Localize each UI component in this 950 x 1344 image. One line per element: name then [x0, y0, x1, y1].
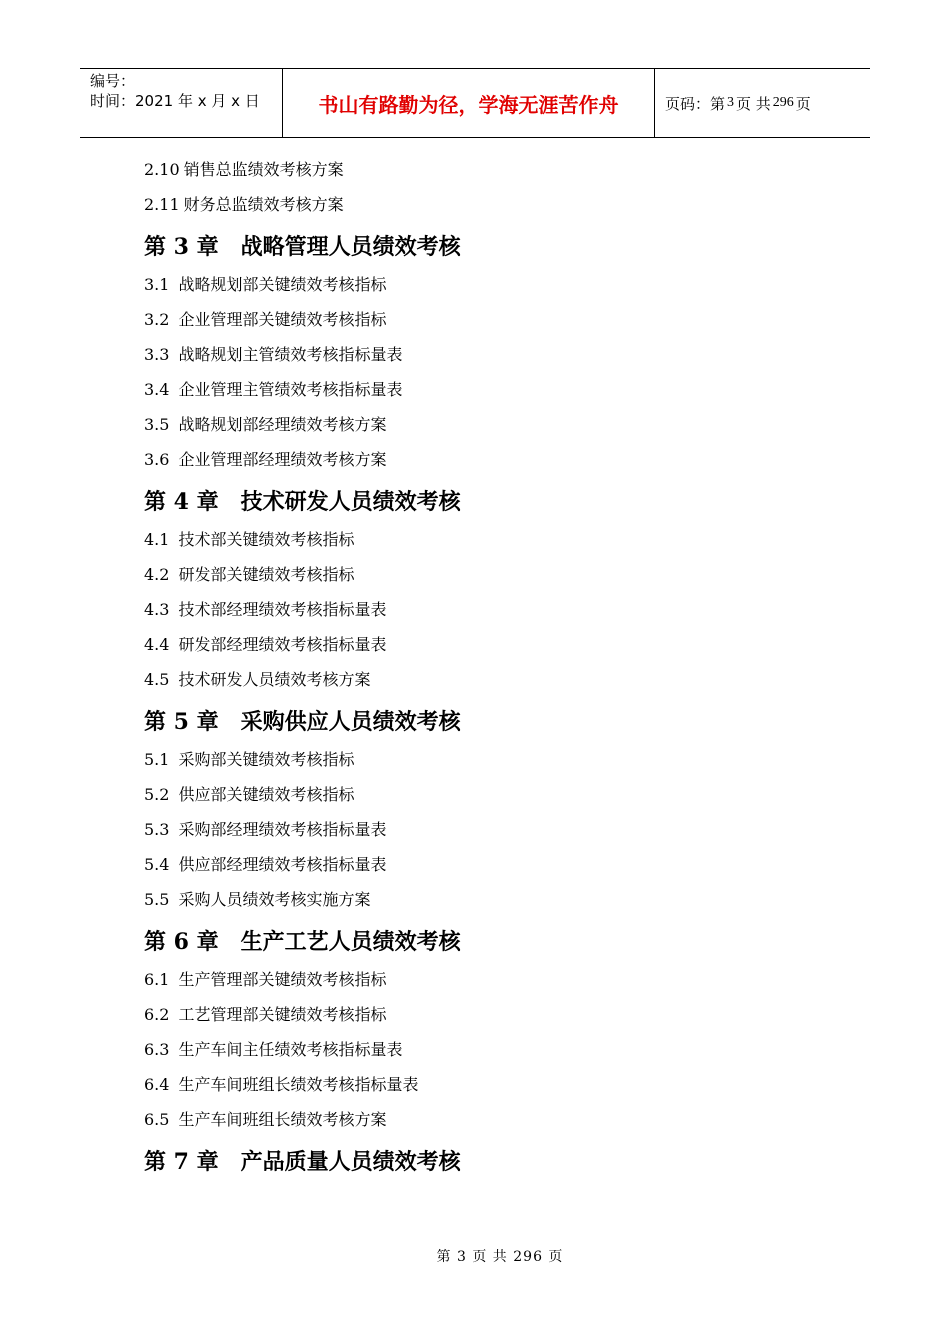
chapter-label: 第 5 章 — [144, 709, 219, 735]
toc-item[interactable] — [144, 1032, 844, 1067]
chapter-label: 第 6 章 — [144, 929, 219, 955]
toc-item-number: 4.3 — [144, 600, 170, 619]
page-header — [80, 68, 870, 138]
toc-item-title: 销售总监绩效考核方案 — [183, 160, 344, 179]
toc-item[interactable] — [144, 592, 844, 627]
toc-item-number: 2.11 — [144, 195, 180, 214]
page-current: 3 — [727, 95, 735, 110]
toc-item-number: 6.5 — [144, 1110, 170, 1129]
toc-item-number: 4.2 — [144, 565, 170, 584]
toc-item-title: 战略规划部关键绩效考核指标 — [178, 275, 387, 294]
toc-item-number: 5.4 — [144, 855, 170, 874]
toc-item[interactable] — [144, 267, 844, 302]
toc-item-number: 3.3 — [144, 345, 170, 364]
toc-item-title: 研发部关键绩效考核指标 — [178, 565, 355, 584]
toc-item[interactable] — [144, 557, 844, 592]
toc-item-number: 3.4 — [144, 380, 170, 399]
toc-item-title: 生产车间主任绩效考核指标量表 — [178, 1040, 403, 1059]
chapter-heading[interactable] — [144, 917, 844, 962]
toc-item[interactable] — [144, 152, 844, 187]
toc-item[interactable] — [144, 847, 844, 882]
toc-item-number: 4.4 — [144, 635, 170, 654]
toc-item[interactable] — [144, 882, 844, 917]
toc-item-number: 5.5 — [144, 890, 170, 909]
toc-item-title: 企业管理主管绩效考核指标量表 — [178, 380, 403, 399]
chapter-label: 第 4 章 — [144, 489, 219, 515]
header-meta — [80, 69, 282, 137]
toc-item-title: 战略规划主管绩效考核指标量表 — [178, 345, 403, 364]
toc-item[interactable] — [144, 302, 844, 337]
toc-item[interactable] — [144, 812, 844, 847]
toc-item-title: 供应部经理绩效考核指标量表 — [178, 855, 387, 874]
page-mid: 页 共 — [736, 94, 771, 113]
toc-item-title: 采购部关键绩效考核指标 — [178, 750, 355, 769]
chapter-title: 采购供应人员绩效考核 — [240, 709, 461, 735]
toc-item-number: 5.3 — [144, 820, 170, 839]
chapter-label: 第 7 章 — [144, 1149, 219, 1175]
toc-item-title: 供应部关键绩效考核指标 — [178, 785, 355, 804]
toc-item-title: 企业管理部关键绩效考核指标 — [178, 310, 387, 329]
toc-item-number: 3.6 — [144, 450, 170, 469]
toc-item[interactable] — [144, 742, 844, 777]
toc-item[interactable] — [144, 187, 844, 222]
toc-item[interactable] — [144, 1102, 844, 1137]
header-page-info — [655, 69, 870, 137]
table-of-contents — [144, 152, 844, 1182]
toc-item-title: 技术部经理绩效考核指标量表 — [178, 600, 387, 619]
code-label: 编号： — [90, 72, 136, 90]
toc-item-number: 4.5 — [144, 670, 170, 689]
toc-item-title: 战略规划部经理绩效考核方案 — [178, 415, 387, 434]
toc-item-number: 6.3 — [144, 1040, 170, 1059]
page-prefix: 页码：第 — [665, 94, 726, 113]
toc-item-title: 研发部经理绩效考核指标量表 — [178, 635, 387, 654]
chapter-heading[interactable] — [144, 697, 844, 742]
toc-item-number: 6.4 — [144, 1075, 170, 1094]
toc-item[interactable] — [144, 407, 844, 442]
chapter-title: 技术研发人员绩效考核 — [240, 489, 461, 515]
toc-item[interactable] — [144, 997, 844, 1032]
toc-item-title: 技术研发人员绩效考核方案 — [178, 670, 371, 689]
toc-item[interactable] — [144, 522, 844, 557]
toc-item-title: 采购人员绩效考核实施方案 — [178, 890, 371, 909]
toc-item[interactable] — [144, 627, 844, 662]
page-footer: 第 3 页 共 296 页 — [436, 1249, 564, 1265]
toc-item-title: 生产管理部关键绩效考核指标 — [178, 970, 387, 989]
toc-item-number: 5.1 — [144, 750, 170, 769]
toc-item-number: 6.1 — [144, 970, 170, 989]
toc-item-title: 财务总监绩效考核方案 — [183, 195, 344, 214]
time-label: 时间：2021 年 x 月 x 日 — [90, 92, 260, 110]
toc-item-number: 4.1 — [144, 530, 170, 549]
chapter-title: 生产工艺人员绩效考核 — [240, 929, 461, 955]
toc-item[interactable] — [144, 777, 844, 812]
chapter-title: 产品质量人员绩效考核 — [240, 1149, 461, 1175]
chapter-heading[interactable] — [144, 1137, 844, 1182]
toc-item-title: 生产车间班组长绩效考核方案 — [178, 1110, 387, 1129]
page-total: 296 — [772, 95, 794, 110]
chapter-heading[interactable] — [144, 222, 844, 267]
toc-item[interactable] — [144, 962, 844, 997]
toc-item-number: 2.10 — [144, 160, 180, 179]
toc-item[interactable] — [144, 372, 844, 407]
toc-item[interactable] — [144, 337, 844, 372]
toc-item[interactable] — [144, 442, 844, 477]
toc-item-title: 生产车间班组长绩效考核指标量表 — [178, 1075, 419, 1094]
toc-item-title: 采购部经理绩效考核指标量表 — [178, 820, 387, 839]
chapter-heading[interactable] — [144, 477, 844, 522]
toc-item[interactable] — [144, 662, 844, 697]
toc-item-title: 技术部关键绩效考核指标 — [178, 530, 355, 549]
toc-item-number: 6.2 — [144, 1005, 170, 1024]
toc-item[interactable] — [144, 1067, 844, 1102]
toc-item-number: 3.5 — [144, 415, 170, 434]
chapter-label: 第 3 章 — [144, 234, 219, 260]
toc-item-number: 3.1 — [144, 275, 170, 294]
toc-item-number: 3.2 — [144, 310, 170, 329]
page-suffix: 页 — [795, 94, 811, 113]
header-motto: 书山有路勤为径，学海无涯苦作舟 — [282, 69, 655, 137]
toc-item-title: 工艺管理部关键绩效考核指标 — [178, 1005, 387, 1024]
chapter-title: 战略管理人员绩效考核 — [240, 234, 461, 260]
toc-item-number: 5.2 — [144, 785, 170, 804]
toc-item-title: 企业管理部经理绩效考核方案 — [178, 450, 387, 469]
